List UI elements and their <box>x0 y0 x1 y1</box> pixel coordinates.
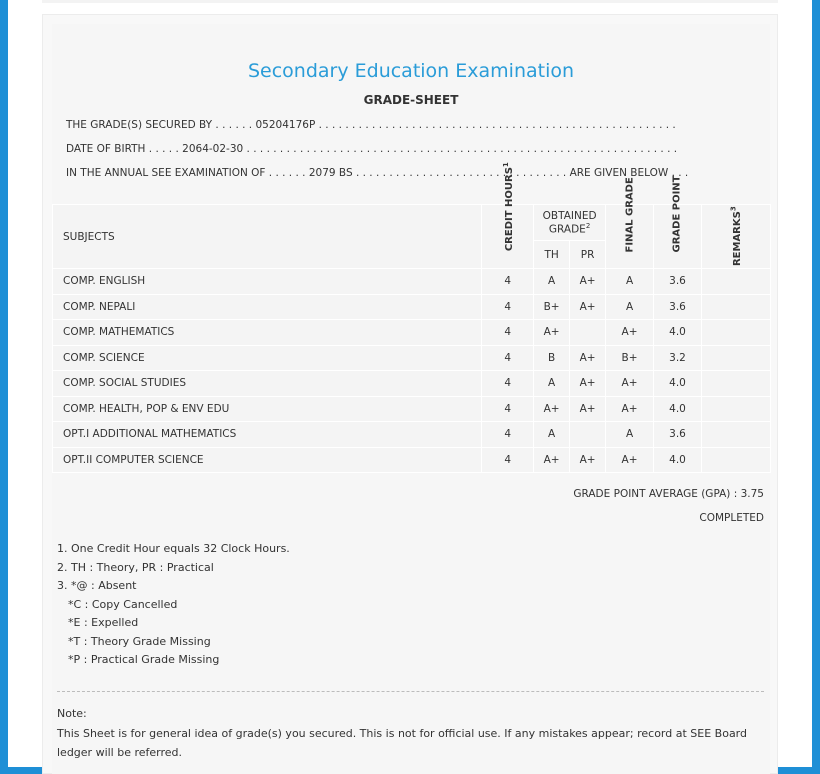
pr-header: PR <box>570 241 606 269</box>
credit-hours-cell: 4 <box>482 345 534 371</box>
grade-point-cell: 3.2 <box>654 345 702 371</box>
table-row <box>53 345 771 371</box>
dob-label: DATE OF BIRTH . . . . . <box>66 143 179 155</box>
grade-point-cell: 3.6 <box>654 294 702 320</box>
final-grade-cell: A+ <box>606 447 654 473</box>
table-row <box>53 269 771 295</box>
result-status: COMPLETED <box>699 512 764 524</box>
top-strip <box>42 0 778 3</box>
theory-grade-cell: B <box>534 345 570 371</box>
grade-point-cell: 3.6 <box>654 422 702 448</box>
table-row <box>53 396 771 422</box>
remarks-cell <box>701 294 770 320</box>
secured-by-line <box>66 119 676 131</box>
remarks-header: REMARKS$^3$ <box>701 205 770 269</box>
page-title: Secondary Education Examination <box>247 60 575 82</box>
practical-grade-cell <box>570 320 606 346</box>
final-grade-cell: A+ <box>606 371 654 397</box>
gpa-label: GRADE POINT AVERAGE (GPA) : <box>573 488 738 500</box>
grade-point-cell: 4.0 <box>654 447 702 473</box>
theory-grade-cell: B+ <box>534 294 570 320</box>
remarks-cell <box>701 396 770 422</box>
practical-grade-cell <box>570 422 606 448</box>
subject-cell: COMP. HEALTH, POP & ENV EDU <box>53 396 482 422</box>
obtained-grade-header: OBTAINED GRADE$^2$ <box>534 205 606 241</box>
th-header: TH <box>534 241 570 269</box>
grade-rows <box>53 269 771 473</box>
table-row <box>53 447 771 473</box>
footnote-2: 2. TH : Theory, PR : Practical <box>57 560 214 574</box>
secured-by-dots: . . . . . . . . . . . . . . . . . . . . . . . . . . . . . . . . . . . . . . . . . . . . . . . . . . . . . . <box>318 119 676 131</box>
final-grade-cell: A <box>606 269 654 295</box>
note-title: Note: <box>57 707 87 720</box>
grade-sheet-card <box>42 14 778 774</box>
grade-point-cell: 3.6 <box>654 269 702 295</box>
remarks-cell <box>701 345 770 371</box>
practical-grade-cell: A+ <box>570 294 606 320</box>
theory-grade-cell: A+ <box>534 396 570 422</box>
dob-dots: . . . . . . . . . . . . . . . . . . . . . . . . . . . . . . . . . . . . . . . . . . . . . . . . . . . . . . . . . . . . . . . . . <box>246 143 678 155</box>
remarks-cell <box>701 422 770 448</box>
page-subtitle: GRADE-SHEET <box>363 93 459 107</box>
credit-hours-cell: 4 <box>482 447 534 473</box>
exam-tail: ARE GIVEN BELOW . . . <box>569 167 689 179</box>
table-row <box>53 294 771 320</box>
footnote-1: 1. One Credit Hour equals 32 Clock Hours. <box>57 542 290 555</box>
credit-hours-cell: 4 <box>482 269 534 295</box>
gpa-value: 3.75 <box>740 488 764 500</box>
subject-cell: OPT.I ADDITIONAL MATHEMATICS <box>53 422 482 448</box>
final-grade-cell: A <box>606 294 654 320</box>
remarks-cell <box>701 447 770 473</box>
footnote-3-expelled: *E : Expelled <box>68 616 139 629</box>
subject-cell: COMP. SCIENCE <box>53 345 482 371</box>
grade-point-cell: 4.0 <box>654 371 702 397</box>
secured-by-label: THE GRADE(S) SECURED BY . . . . . . <box>66 119 253 131</box>
credit-hours-cell: 4 <box>482 371 534 397</box>
final-grade-cell: A+ <box>606 320 654 346</box>
subject-cell: COMP. SOCIAL STUDIES <box>53 371 482 397</box>
grade-point-cell: 4.0 <box>654 320 702 346</box>
note-divider <box>57 691 764 692</box>
credit-hours-cell: 4 <box>482 294 534 320</box>
final-grade-cell: A+ <box>606 396 654 422</box>
remarks-cell <box>701 269 770 295</box>
practical-grade-cell: A+ <box>570 345 606 371</box>
grade-point-cell: 4.0 <box>654 396 702 422</box>
exam-line <box>66 167 688 179</box>
subjects-header: SUBJECTS <box>53 205 482 269</box>
footnotes <box>57 540 290 670</box>
subject-cell: COMP. NEPALI <box>53 294 482 320</box>
note-text: This Sheet is for general idea of grade(s) you secured. This is not for official use. If any mistakes appear; record at SEE Board ledger will be referred. <box>57 727 747 759</box>
theory-grade-cell: A <box>534 422 570 448</box>
theory-grade-cell: A <box>534 269 570 295</box>
grade-sheet-body <box>52 24 770 774</box>
subject-cell: COMP. ENGLISH <box>53 269 482 295</box>
dob-line <box>66 143 677 155</box>
practical-grade-cell: A+ <box>570 269 606 295</box>
practical-grade-cell: A+ <box>570 371 606 397</box>
practical-grade-cell: A+ <box>570 447 606 473</box>
subject-cell: OPT.II COMPUTER SCIENCE <box>53 447 482 473</box>
subject-cell: COMP. MATHEMATICS <box>53 320 482 346</box>
symbol-number: 05204176P <box>255 119 316 131</box>
credit-hours-cell: 4 <box>482 396 534 422</box>
table-row <box>53 320 771 346</box>
exam-year: 2079 BS <box>308 167 353 179</box>
footnote-3-theory-missing: *T : Theory Grade Missing <box>68 634 211 648</box>
credit-hours-cell: 4 <box>482 320 534 346</box>
remarks-cell <box>701 320 770 346</box>
final-grade-header: FINAL GRADE <box>606 205 654 269</box>
footnote-3: 3. *@ : Absent <box>57 579 137 592</box>
gpa-line <box>573 488 764 500</box>
table-row <box>53 422 771 448</box>
footnote-3-practical-missing: *P : Practical Grade Missing <box>68 653 220 666</box>
final-grade-cell: A <box>606 422 654 448</box>
dob-value: 2064-02-30 <box>182 143 244 155</box>
practical-grade-cell: A+ <box>570 396 606 422</box>
theory-grade-cell: A+ <box>534 447 570 473</box>
credit-hours-header: CREDIT HOURS$^1$ <box>482 205 534 269</box>
exam-label: IN THE ANNUAL SEE EXAMINATION OF . . . . . . <box>66 167 306 179</box>
table-row <box>53 371 771 397</box>
theory-grade-cell: A+ <box>534 320 570 346</box>
remarks-cell <box>701 371 770 397</box>
exam-dots: . . . . . . . . . . . . . . . . . . . . . . . . . . . . . . . . <box>355 167 567 179</box>
footnote-3-copy-cancelled: *C : Copy Cancelled <box>68 597 178 611</box>
theory-grade-cell: A <box>534 371 570 397</box>
grade-point-header: GRADE POINT <box>654 205 702 269</box>
final-grade-cell: B+ <box>606 345 654 371</box>
credit-hours-cell: 4 <box>482 422 534 448</box>
